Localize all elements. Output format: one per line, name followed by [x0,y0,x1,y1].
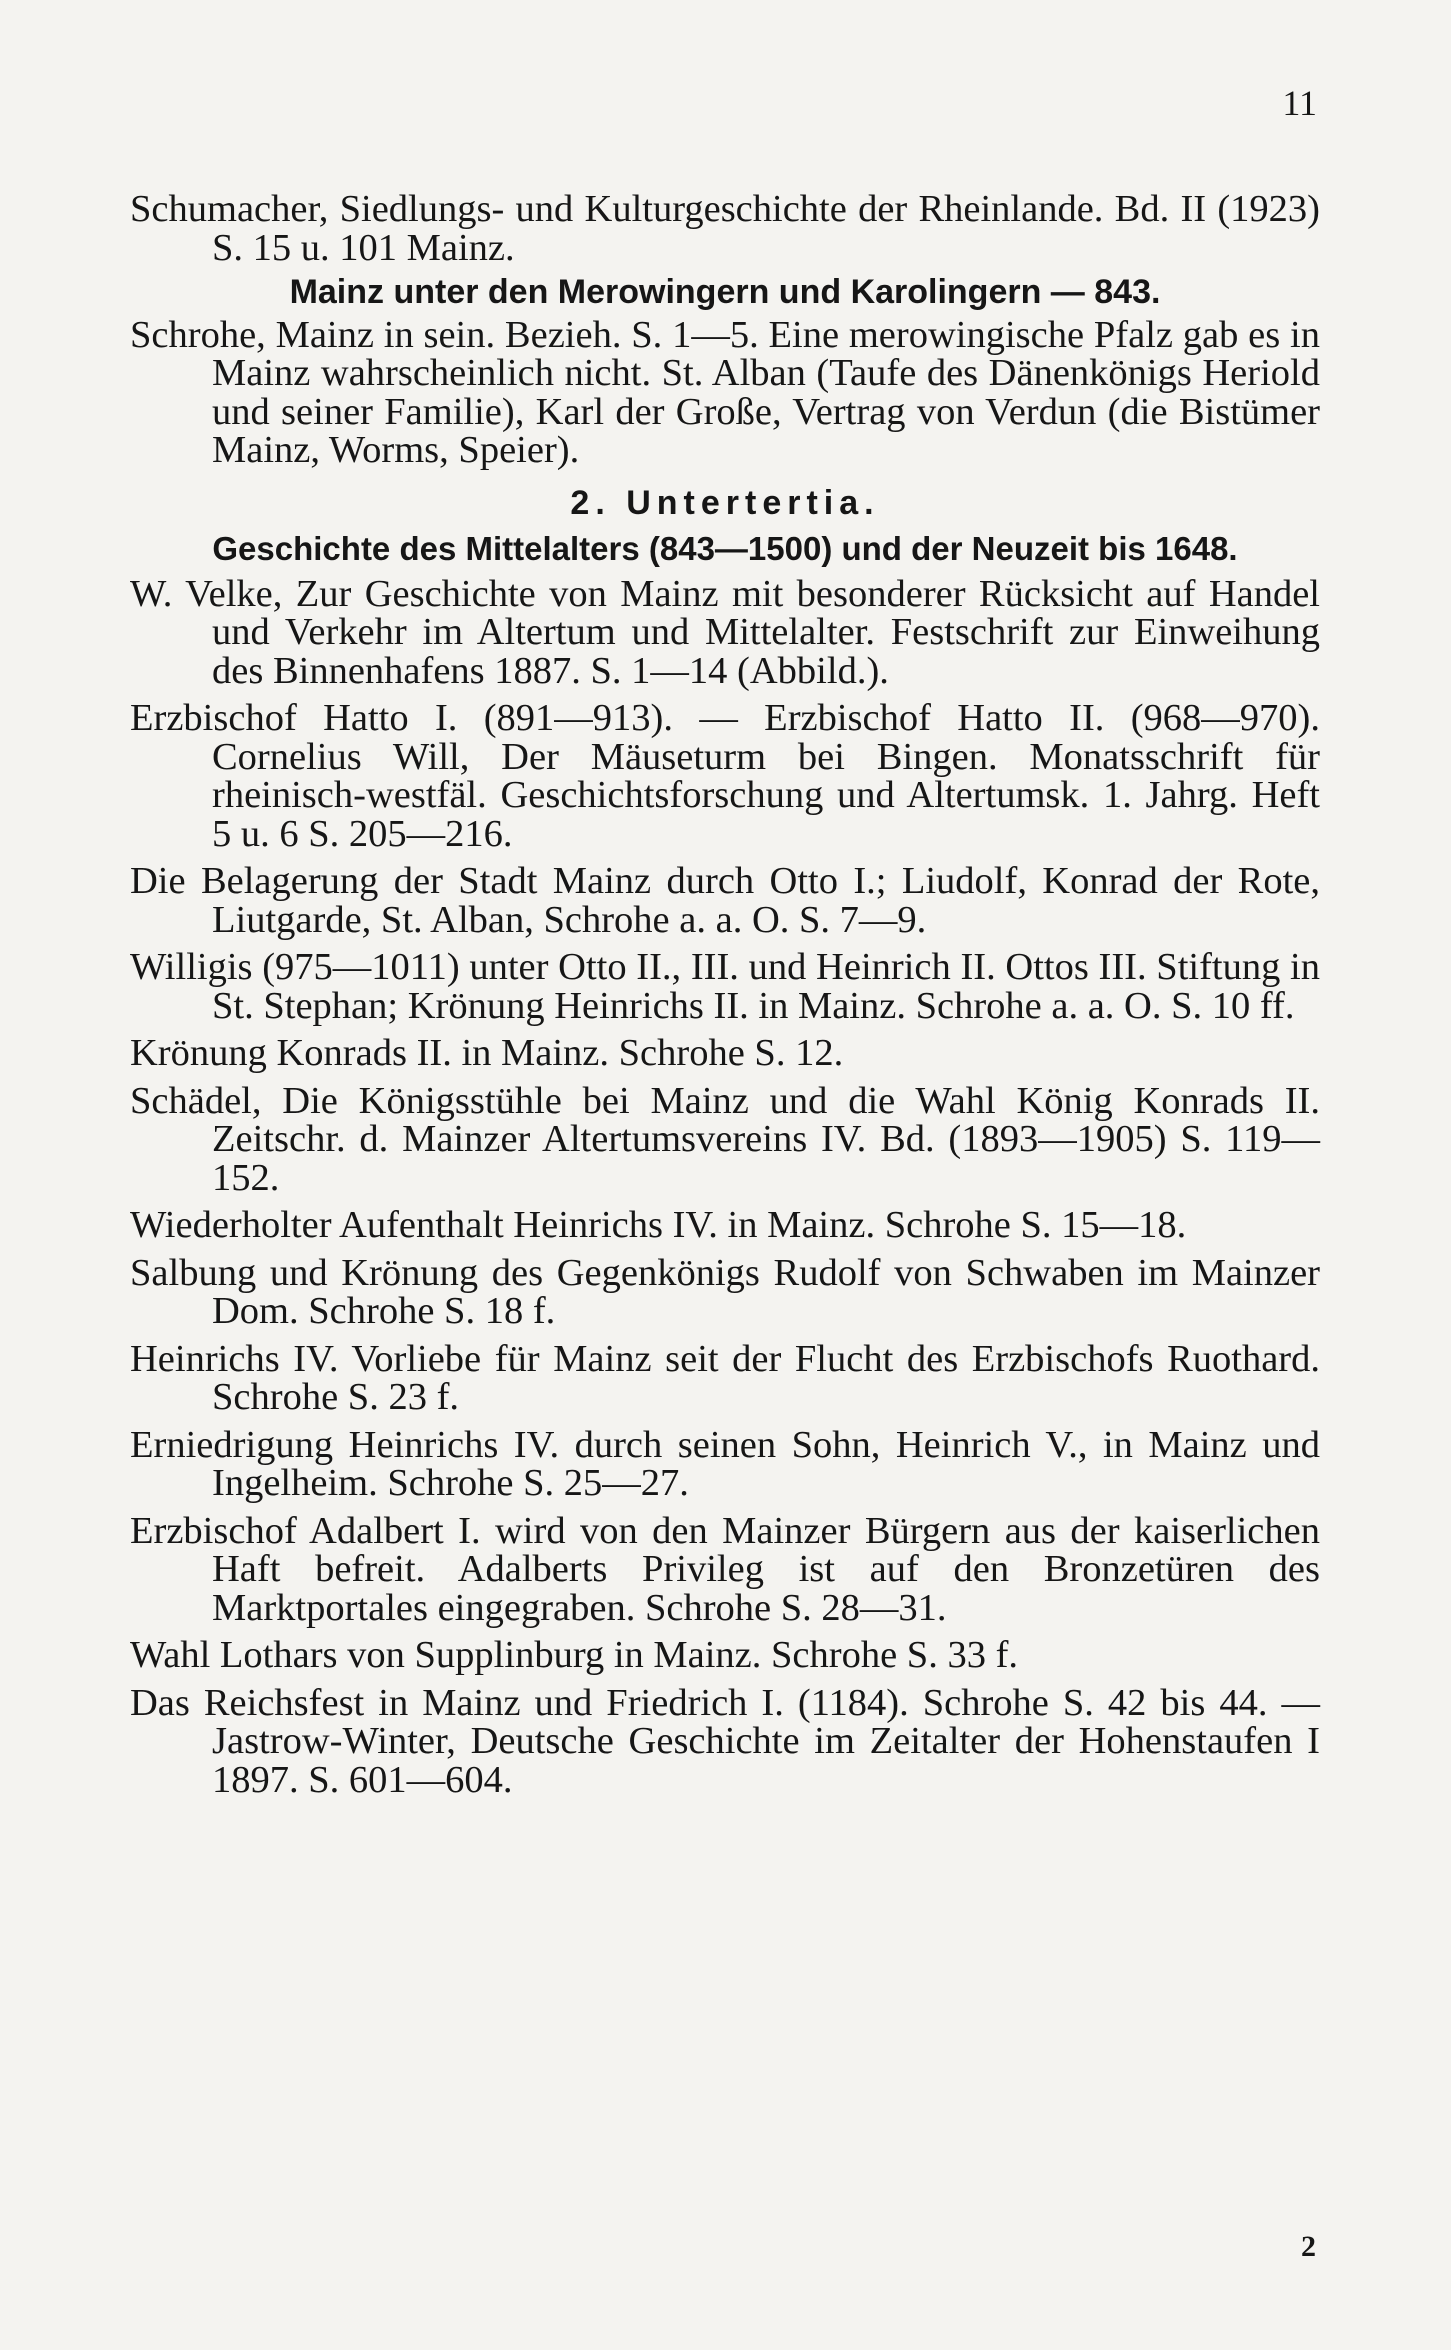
bibliography-entry: Erniedrigung Heinrichs IV. durch seinen Sohn, Heinrich V., in Mainz und Ingelheim. Schrohe S. 25—27. [130,1423,1320,1504]
bibliography-entry: Schrohe, Mainz in sein. Bezieh. S. 1—5. Eine merowingische Pfalz gab es in Mainz wahrscheinlich nicht. St. Alban (Taufe des Dänenkönigs Heriold und seiner Familie), Karl der Große, Vertrag von Verdun (die Bistümer Mainz, Worms, Speier). [130,313,1320,471]
bibliography-entry: Willigis (975—1011) unter Otto II., III. und Heinrich II. Ottos III. Stiftung in St. Stephan; Krönung Heinrichs II. in Mainz. Schrohe a. a. O. S. 10 ff. [130,946,1320,1027]
page-number: 11 [1282,83,1317,123]
bibliography-entry: Heinrichs IV. Vorliebe für Mainz seit der Flucht des Erzbischofs Ruothard. Schrohe S. 23 f. [130,1337,1320,1418]
class-heading: 2. Untertertia. [570,483,880,522]
page-content [130,190,1320,1808]
bibliography-entry: Schädel, Die Königsstühle bei Mainz und die Wahl König Konrads II. Zeitschr. d. Mainzer Altertumsvereins IV. Bd. (1893—1905) S. 119—152. [130,1079,1320,1199]
section-heading: Mainz unter den Merowingern und Karolingern — 843. [289,273,1161,311]
section-heading: Geschichte des Mittelalters (843—1500) und der Neuzeit bis 1648. [212,530,1238,567]
bibliography-entry: Erzbischof Hatto I. (891—913). — Erzbischof Hatto II. (968—970). Cornelius Will, Der Mäuseturm bei Bingen. Monatsschrift für rheinisch-westfäl. Geschichtsforschung und Altertumsk. 1. Jahrg. Heft 5 u. 6 S. 205—216. [130,697,1320,855]
bibliography-entry: W. Velke, Zur Geschichte von Mainz mit besonderer Rücksicht auf Handel und Verkehr im Altertum und Mittelalter. Festschrift zur Einweihung des Binnenhafens 1887. S. 1—14 (Abbild.). [130,572,1320,692]
bibliography-entry: Wahl Lothars von Supplinburg in Mainz. Schrohe S. 33 f. [130,1634,1019,1676]
printer-signature: 2 [1301,2230,1316,2263]
bibliography-entry: Die Belagerung der Stadt Mainz durch Otto I.; Liudolf, Konrad der Rote, Liutgarde, St. Alban, Schrohe a. a. O. S. 7—9. [130,860,1320,941]
bibliography-entry: Erzbischof Adalbert I. wird von den Mainzer Bürgern aus der kaiserlichen Haft befreit. Adalberts Privileg ist auf den Bronzetüren des Marktportales eingegraben. Schrohe S. 28—31. [130,1509,1320,1629]
bibliography-entry: Das Reichsfest in Mainz und Friedrich I. (1184). Schrohe S. 42 bis 44. — Jastrow-Winter, Deutsche Geschichte im Zeitalter der Hohenstaufen I 1897. S. 601—604. [130,1681,1320,1801]
bibliography-entry: Krönung Konrads II. in Mainz. Schrohe S. 12. [130,1032,844,1074]
bibliography-entry: Salbung und Krönung des Gegenkönigs Rudolf von Schwaben im Mainzer Dom. Schrohe S. 18 f. [130,1251,1320,1332]
bibliography-entry: Schumacher, Siedlungs- und Kulturgeschichte der Rheinlande. Bd. II (1923) S. 15 u. 101 Mainz. [130,188,1320,269]
bibliography-entry: Wiederholter Aufenthalt Heinrichs IV. in Mainz. Schrohe S. 15—18. [130,1204,1187,1246]
